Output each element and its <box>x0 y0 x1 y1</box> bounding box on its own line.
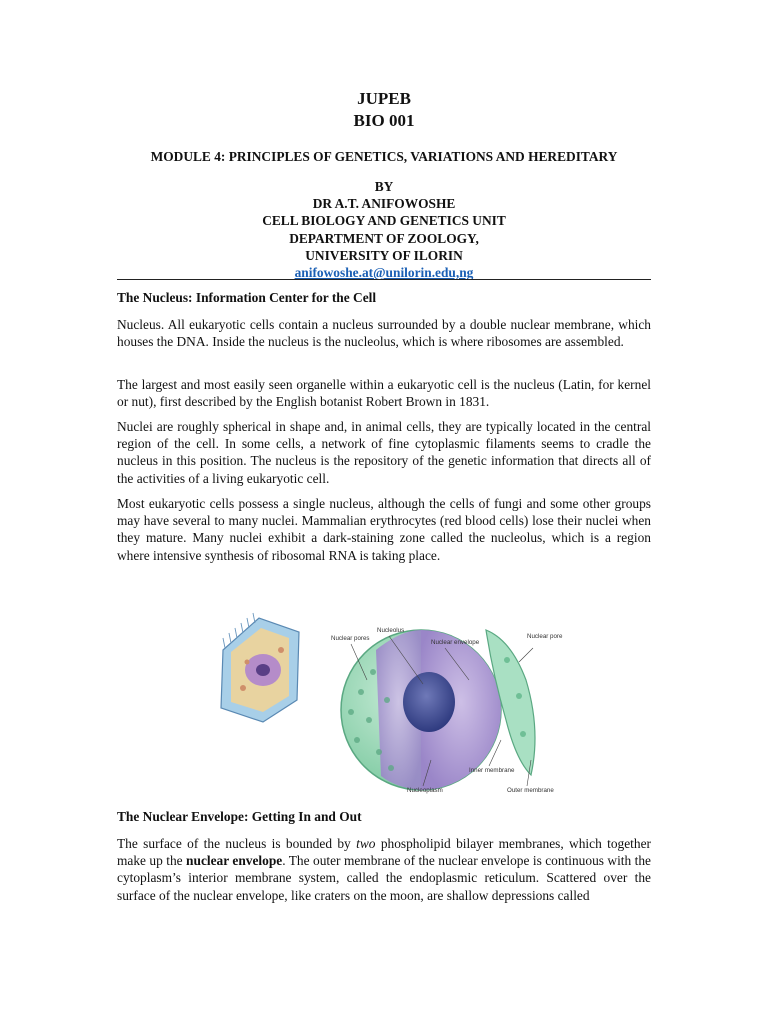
nucleus-figure <box>201 600 567 796</box>
animal-cell-icon <box>221 613 299 722</box>
envelope-text-c: . The outer membrane of the nuclear envelope is continuous with the cytoplasm’s interior membrane system, called the endoplasmic reticulum. Scattered over the surface of the nuclear envelope, like craters on the moon, are shallow depressions called <box>117 853 651 903</box>
module-title: MODULE 4: PRINCIPLES OF GENETICS, VARIATIONS AND HEREDITARY <box>150 149 618 164</box>
section-heading-nucleus: The Nucleus: Information Center for the Cell <box>117 290 377 305</box>
author-block <box>117 178 651 281</box>
department-name: DEPARTMENT OF ZOOLOGY, <box>289 230 479 246</box>
envelope-text-a: The surface of the nucleus is bounded by <box>117 836 357 851</box>
label-nuclear-pores: Nuclear pores <box>331 635 370 642</box>
paragraph-largest-organelle: The largest and most easily seen organelle within a eukaryotic cell is the nucleus (Latin, for kernel or nut), first described by the English botanist Robert Brown in 1831. <box>117 377 651 410</box>
label-nucleolus: Nucleolus <box>377 627 405 634</box>
author-name: DR A.T. ANIFOWOSHE <box>312 196 456 212</box>
paragraph-nuclei-shape: Nuclei are roughly spherical in shape and, in animal cells, they are typically located in the central region of the cell. In some cells, a network of fine cytoplasmic filaments seems to cradle the nucleus in this position. The nucleus is the repository of the genetic information that directs all of the activities of a living eukaryotic cell. <box>117 419 651 486</box>
envelope-text-b: phospholipid bilayer membranes, which together make up the <box>117 836 651 869</box>
nucleus-illustration <box>201 600 567 796</box>
author-email-link[interactable]: anifowoshe.at@unilorin.edu,ng <box>294 265 474 281</box>
paragraph-nucleus-intro: Nucleus. All eukaryotic cells contain a nucleus surrounded by a double nuclear membrane, which houses the DNA. Inside the nucleus is the nucleolus, which is where ribosomes are assembled. <box>117 317 651 350</box>
label-nuclear-envelope: Nuclear envelope <box>431 639 480 646</box>
nucleus-cutaway <box>341 630 501 790</box>
header-divider <box>117 279 651 280</box>
label-outer-membrane: Outer membrane <box>507 787 554 794</box>
envelope-term: nuclear envelope <box>186 853 283 869</box>
course-number: BIO 001 <box>353 111 415 130</box>
unit-name: CELL BIOLOGY AND GENETICS UNIT <box>262 213 506 229</box>
section-heading-envelope: The Nuclear Envelope: Getting In and Out <box>117 809 362 824</box>
label-nucleoplasm: Nucleoplasm <box>407 787 443 794</box>
paragraph-single-nucleus: Most eukaryotic cells possess a single nucleus, although the cells of fungi and some other groups may have several to many nuclei. Mammalian erythrocytes (red blood cells) lose their nuclei when they mature. Many nuclei exhibit a dark-staining zone called the nucleolus, which is a region where intensive synthesis of ribosomal RNA is taking place. <box>117 496 651 563</box>
envelope-text-emphasis: two <box>356 836 376 851</box>
label-nuclear-pore: Nuclear pore <box>527 633 563 640</box>
paragraph-nuclear-envelope <box>117 835 651 904</box>
label-inner-membrane: Inner membrane <box>469 767 515 774</box>
course-code: JUPEB <box>357 89 411 108</box>
university-name: UNIVERSITY OF ILORIN <box>305 247 463 263</box>
by-label: BY <box>374 179 394 194</box>
